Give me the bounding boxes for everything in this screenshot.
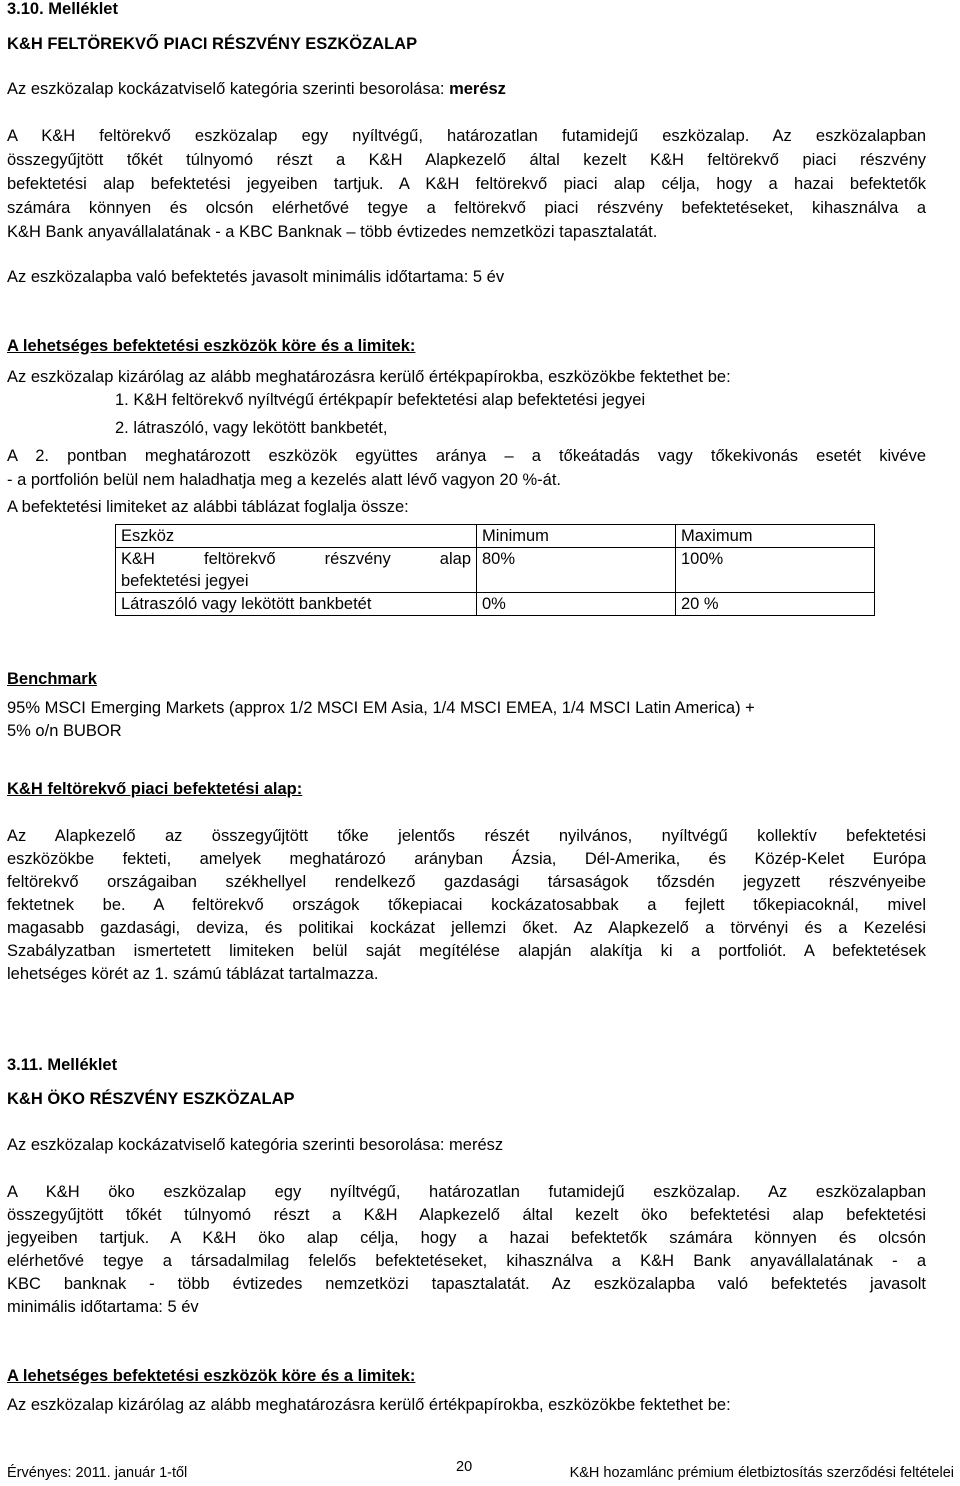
section-heading-3-11: 3.11. Melléklet [7, 1056, 118, 1074]
min-duration: Az eszközalapba való befektetés javasolt minimális időtartama: 5 év [7, 268, 505, 286]
eco-intro-line-4: elérhetővé tegye a társadalmilag felelős befektetéseket, kihasználva a K&H Bank anyavállalatának - a [7, 1252, 926, 1270]
table-row [116, 593, 875, 616]
table-header-maximum: Maximum [676, 525, 875, 548]
table-cell-asset: Látraszóló vagy lekötött bankbetét [116, 593, 477, 616]
fund-line-1: Az Alapkezelő az összegyűjtött tőke jelentős részét nyilvános, nyíltvégű kollektív befektetési [7, 827, 926, 845]
eco-intro-line-5: KBC banknak - több évtizedes nemzetközi tapasztalatát. Az eszközalapba való befektetés javasolt [7, 1275, 926, 1293]
benchmark-heading: Benchmark [7, 670, 97, 688]
benchmark-line-2: 5% o/n BUBOR [7, 722, 122, 740]
intro-line-1: A K&H feltörekvő eszközalap egy nyíltvégű, határozatlan futamidejű eszközalap. Az eszközalapban [7, 127, 926, 145]
fund-line-7: lehetséges körét az 1. számú táblázat tartalmazza. [7, 965, 379, 983]
table-header-minimum: Minimum [477, 525, 676, 548]
table-intro: A befektetési limiteket az alábbi táblázat foglalja össze: [7, 498, 409, 516]
fund-line-2: eszközökbe fekteti, amelyek meghatározó arányban Ázsia, Dél-Amerika, és Közép-Kelet Európa [7, 850, 926, 868]
assets-intro: Az eszközalap kizárólag az alább meghatározásra kerülő értékpapírokba, eszközökbe fektethet be: [7, 368, 731, 386]
table-cell-asset-line-2: befektetési jegyei [121, 572, 249, 590]
intro-line-2: összegyűjtött tőkét túlnyomó részt a K&H Alapkezelő által kezelt K&H feltörekvő piaci részvény [7, 151, 926, 169]
benchmark-line-1: 95% MSCI Emerging Markets (approx 1/2 MSCI EM Asia, 1/4 MSCI EMEA, 1/4 MSCI Latin America) + [7, 699, 755, 717]
eco-intro-line-1: A K&H öko eszközalap egy nyíltvégű, határozatlan futamidejű eszközalap. Az eszközalapban [7, 1183, 926, 1201]
table-row [116, 548, 875, 593]
table-cell-max: 100% [676, 548, 875, 593]
table-cell-max: 20 % [676, 593, 875, 616]
intro-line-4: számára könnyen és olcsón elérhetővé tegye a feltörekvő piaci részvény befektetéseket, kihasználva a [7, 199, 926, 217]
table-header-asset: Eszköz [116, 525, 477, 548]
fund-line-3: feltörekvő országaiban székhellyel rendelkező gazdasági társaságok tőzsdén jegyzett részvényeibe [7, 873, 926, 891]
fund-line-6: Szabályzatban ismertetett limiteken belül saját megítélése alapján alakítja ki a portfoliót. A befektetések [7, 942, 926, 960]
intro-line-3: befektetési alap befektetési jegyeiben tartjuk. A K&H feltörekvő piaci alap célja, hogy a hazai befektetők [7, 175, 926, 193]
intro-line-5: K&H Bank anyavállalatának - a KBC Banknak – több évtizedes nemzetközi tapasztalatát. [7, 223, 658, 241]
asset-item-2: 2. látraszóló, vagy lekötött bankbetét, [115, 419, 388, 437]
eco-intro-line-6: minimális időtartama: 5 év [7, 1298, 199, 1316]
section-heading-3-10: 3.10. Melléklet [7, 0, 118, 18]
fund-title-emerging: K&H FELTÖREKVŐ PIACI RÉSZVÉNY ESZKÖZALAP [7, 35, 418, 53]
footer-validity: Érvényes: 2011. január 1-től [7, 1465, 188, 1481]
fund-title-eco: K&H ÖKO RÉSZVÉNY ESZKÖZALAP [7, 1090, 295, 1108]
risk-category-line-eco: Az eszközalap kockázatviselő kategória szerinti besorolása: merész [7, 1136, 504, 1154]
limit-line-1: A 2. pontban meghatározott eszközök együttes aránya – a tőkeátadás vagy tőkekivonás esetét kivéve [7, 447, 926, 465]
risk-category-label: Az eszközalap kockázatviselő kategória szerinti besorolása: [7, 80, 450, 98]
table-cell-asset-line-1: K&H feltörekvő részvény alap [121, 550, 471, 568]
risk-category-value: merész [449, 80, 506, 98]
eco-assets-heading: A lehetséges befektetési eszközök köre és a limitek: [7, 1367, 416, 1385]
limits-table [115, 524, 875, 616]
fund-line-4: fektetnek be. A feltörekvő országok tőkepiacai kockázatosabbak a fejlett tőkepiacoknál, mivel [7, 896, 926, 914]
limit-line-2: - a portfolión belül nem haladhatja meg a kezelés alatt lévő vagyon 20 %-át. [7, 471, 561, 489]
asset-item-1: 1. K&H feltörekvő nyíltvégű értékpapír befektetési alap befektetési jegyei [115, 391, 646, 409]
table-cell-min: 80% [477, 548, 676, 593]
eco-intro-line-2: összegyűjtött tőkét túlnyomó részt a K&H Alapkezelő által kezelt öko befektetési alap befektetési [7, 1206, 926, 1224]
fund-description-heading: K&H feltörekvő piaci befektetési alap: [7, 780, 303, 798]
footer-document-title: K&H hozamlánc prémium életbiztosítás szerződési feltételei [569, 1465, 954, 1481]
fund-line-5: magasabb gazdasági, deviza, és politikai kockázat jellemzi őket. Az Alapkezelő a törvényi és a Kezelési [7, 919, 926, 937]
eco-intro-line-3: jegyeiben tartjuk. A K&H öko alap célja, hogy a hazai befektetők számára könnyen és olcsón [7, 1229, 926, 1247]
footer-page-number: 20 [456, 1459, 473, 1475]
risk-category-line [7, 80, 506, 99]
table-cell-min: 0% [477, 593, 676, 616]
assets-heading: A lehetséges befektetési eszközök köre és a limitek: [7, 337, 416, 355]
table-cell-asset [116, 548, 477, 593]
eco-assets-intro: Az eszközalap kizárólag az alább meghatározásra kerülő értékpapírokba, eszközökbe fektethet be: [7, 1396, 731, 1414]
table-header-row [116, 525, 875, 548]
